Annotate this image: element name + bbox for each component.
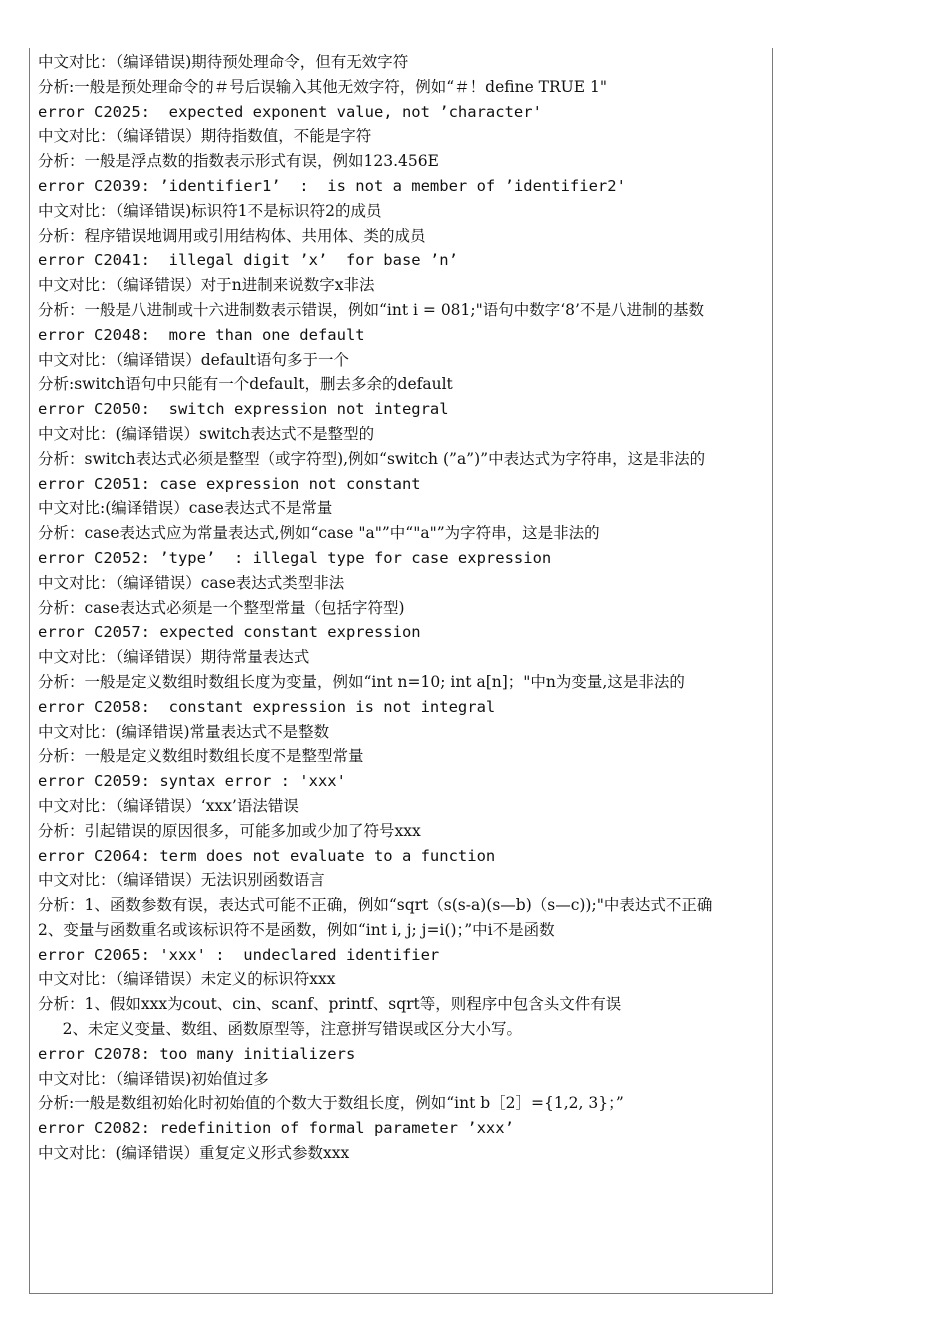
error-code-line: error C2025: expected exponent value, not ’character' xyxy=(38,102,542,121)
error-code-line: error C2039: ’identifier1’ : is not a member of ’identifier2' xyxy=(38,176,626,195)
error-code-line: error C2050: switch expression not integral xyxy=(38,400,449,419)
explanation-line: 分析：一般是定义数组时数组长度不是整型常量 xyxy=(38,747,364,766)
explanation-line: 中文对比：(编译错误）switch表达式不是整型的 xyxy=(38,424,375,443)
explanation-line: 中文对比：（编译错误）无法识别函数语言 xyxy=(38,871,325,890)
error-code-line: error C2058: constant expression is not integral xyxy=(38,697,496,716)
explanation-line: 2、未定义变量、数组、函数原型等，注意拼写错误或区分大小写。 xyxy=(38,1020,522,1039)
explanation-line: 2、变量与函数重名或该标识符不是函数，例如“int i, j; j=i()；”中i不是函数 xyxy=(38,920,555,939)
explanation-line: 中文对比：（编译错误）default语句多于一个 xyxy=(38,350,349,369)
explanation-line: 中文对比：(编译错误）重复定义形式参数xxx xyxy=(38,1144,350,1163)
explanation-line: 分析：一般是定义数组时数组长度为变量，例如“int n=10; int a[n]；"中n为变量,这是非法的 xyxy=(38,672,685,691)
explanation-line: 中文对比：（编译错误）未定义的标识符xxx xyxy=(38,970,336,989)
explanation-line: 中文对比:(编译错误）case表达式不是常量 xyxy=(38,499,333,518)
explanation-line: 中文对比：（编译错误）期待指数值，不能是字符 xyxy=(38,127,372,146)
error-code-line: error C2041: illegal digit ’x’ for base ’n’ xyxy=(38,251,458,270)
error-code-line: error C2052: ’type’ : illegal type for case expression xyxy=(38,548,552,567)
document-body xyxy=(38,50,768,1166)
explanation-line: 分析：switch表达式必须是整型（或字符型),例如“switch (”a”)”中表达式为字符串，这是非法的 xyxy=(38,449,706,468)
explanation-line: 分析:switch语句中只能有一个default，删去多余的default xyxy=(38,375,453,394)
explanation-line: 分析：case表达式应为常量表达式,例如“case "a"”中“"a"”为字符串，这是非法的 xyxy=(38,524,600,543)
error-code-line: error C2064: term does not evaluate to a function xyxy=(38,846,496,865)
explanation-line: 分析：引起错误的原因很多，可能多加或少加了符号xxx xyxy=(38,821,421,840)
explanation-line: 中文对比：（编译错误）期待常量表达式 xyxy=(38,648,310,667)
explanation-line: 分析：case表达式必须是一个整型常量（包括字符型) xyxy=(38,598,405,617)
explanation-line: 中文对比：（编译错误)初始值过多 xyxy=(38,1069,269,1088)
explanation-line: 中文对比：(编译错误)常量表达式不是整数 xyxy=(38,722,330,741)
error-code-line: error C2059: syntax error : 'xxx' xyxy=(38,772,346,791)
explanation-line: 中文对比：（编译错误)标识符1不是标识符2的成员 xyxy=(38,201,382,220)
error-code-line: error C2065: 'xxx' : undeclared identifier xyxy=(38,945,440,964)
explanation-line: 中文对比：（编译错误）case表达式类型非法 xyxy=(38,573,345,592)
explanation-line: 中文对比：（编译错误)期待预处理命令，但有无效字符 xyxy=(38,53,409,71)
explanation-line: 分析:一般是数组初始化时初始值的个数大于数组长度，例如“int b［2］={1,2, 3}；” xyxy=(38,1094,624,1113)
explanation-line: 分析：一般是八进制或十六进制数表示错误，例如“int i = 081;"语句中数字‘8’不是八进制的基数 xyxy=(38,300,704,319)
explanation-line: 分析：程序错误地调用或引用结构体、共用体、类的成员 xyxy=(38,226,426,245)
explanation-line: 分析：一般是浮点数的指数表示形式有误，例如123.456E xyxy=(38,152,439,171)
explanation-line: 中文对比：（编译错误）对于n进制来说数字x非法 xyxy=(38,276,375,295)
error-code-line: error C2057: expected constant expression xyxy=(38,623,421,642)
explanation-line: 分析：1、函数参数有误，表达式可能不正确，例如“sqrt（s(s-a)(s—b)（s—c));"中表达式不正确 xyxy=(38,896,713,915)
explanation-line: 分析：1、假如xxx为cout、cin、scanf、printf、sqrt等，则程序中包含头文件有误 xyxy=(38,995,622,1014)
error-code-line: error C2048: more than one default xyxy=(38,325,365,344)
explanation-line: 中文对比：（编译错误）‘xxx’语法错误 xyxy=(38,796,299,815)
explanation-line: 分析:一般是预处理命令的＃号后误输入其他无效字符，例如“＃！define TRUE 1" xyxy=(38,77,607,96)
error-code-line: error C2082: redefinition of formal parameter ’xxx’ xyxy=(38,1119,514,1138)
error-code-line: error C2078: too many initializers xyxy=(38,1044,356,1063)
error-code-line: error C2051: case expression not constant xyxy=(38,474,421,493)
